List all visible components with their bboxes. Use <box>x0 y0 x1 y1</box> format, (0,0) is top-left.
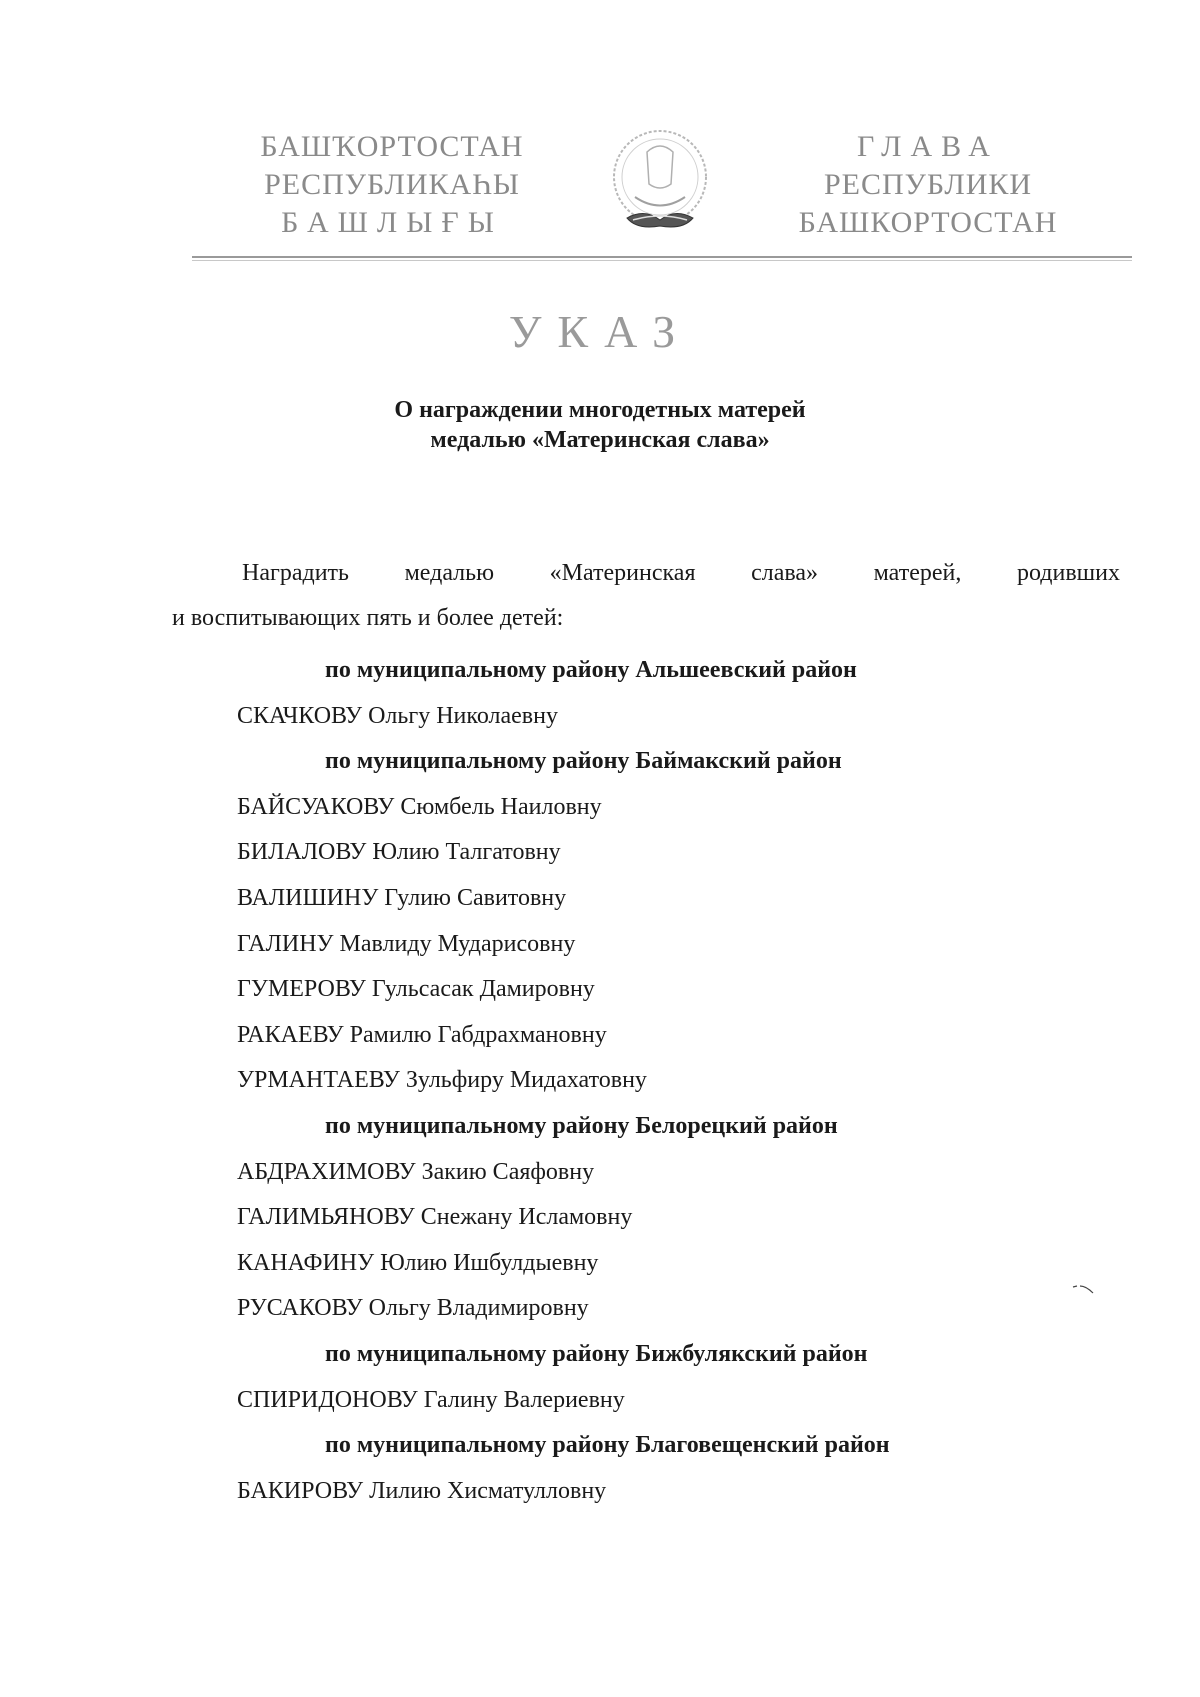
district-heading: по муниципальному району Бижбулякский район <box>325 1340 868 1367</box>
intro-word: родивших <box>1016 560 1120 586</box>
recipient-name: РАКАЕВУ Рамилю Габдрахмановну <box>237 1021 607 1048</box>
recipient-name: ГАЛИМЬЯНОВУ Снежану Исламовну <box>237 1204 633 1231</box>
header-left-line-1: БАШҠОРТОСТАН <box>260 130 524 163</box>
intro-word: Наградить <box>242 560 349 586</box>
recipient-name: БАЙСУАКОВУ Сюмбель Наиловну <box>237 793 602 820</box>
intro-word: матерей, <box>873 560 962 586</box>
stray-mark <box>1072 1284 1094 1294</box>
title-line-1: О награждении многодетных матерей <box>394 397 806 423</box>
document-type: УКАЗ <box>508 306 692 357</box>
header-right-line-2: РЕСПУБЛИКИ <box>823 168 1033 201</box>
header-divider <box>192 256 1132 261</box>
recipient-name: СПИРИДОНОВУ Галину Валериевну <box>237 1386 625 1413</box>
recipient-name: БИЛАЛОВУ Юлию Талгатовну <box>237 839 561 866</box>
intro-line-1 <box>242 560 1120 587</box>
intro-word: медалью <box>404 560 495 586</box>
header-left-line-3: БАШЛЫҒЫ <box>281 206 503 239</box>
recipient-name: СКАЧКОВУ Ольгу Николаевну <box>237 702 558 729</box>
header-right-line-3: БАШКОРТОСТАН <box>798 206 1058 239</box>
recipient-name: УРМАНТАЕВУ Зульфиру Мидахатовну <box>237 1067 647 1094</box>
recipient-name: АБДРАХИМОВУ Закию Саяфовну <box>237 1158 595 1185</box>
intro-word: слава» <box>751 560 819 586</box>
header-left-block <box>232 128 552 242</box>
recipient-name: КАНАФИНУ Юлию Ишбулдыевну <box>237 1249 599 1276</box>
recipient-name: ГУМЕРОВУ Гульсасак Дамировну <box>237 976 595 1003</box>
header-right-block <box>778 128 1078 242</box>
recipient-name: РУСАКОВУ Ольгу Владимировну <box>237 1295 589 1322</box>
intro-word: «Материнская <box>549 560 696 586</box>
recipient-name: ВАЛИШИНУ Гулию Савитовну <box>237 884 567 911</box>
header-right-line-1: ГЛАВА <box>857 130 999 163</box>
recipient-name: ГАЛИНУ Мавлиду Мударисовну <box>237 930 576 957</box>
coat-of-arms-emblem <box>605 122 715 240</box>
district-heading: по муниципальному району Белорецкий район <box>325 1112 838 1139</box>
intro-line-2: и воспитывающих пять и более детей: <box>172 605 564 631</box>
document-title <box>0 395 1200 455</box>
title-line-2: медалью «Материнская слава» <box>430 427 770 453</box>
district-heading: по муниципальному району Баймакский район <box>325 748 842 775</box>
district-heading: по муниципальному району Благовещенский район <box>325 1432 890 1459</box>
award-list <box>0 648 1200 1514</box>
header-left-line-2: РЕСПУБЛИКАҺЫ <box>264 168 520 201</box>
recipient-name: БАКИРОВУ Лилию Хисматулловну <box>237 1477 607 1504</box>
district-heading: по муниципальному району Альшеевский район <box>325 657 857 683</box>
